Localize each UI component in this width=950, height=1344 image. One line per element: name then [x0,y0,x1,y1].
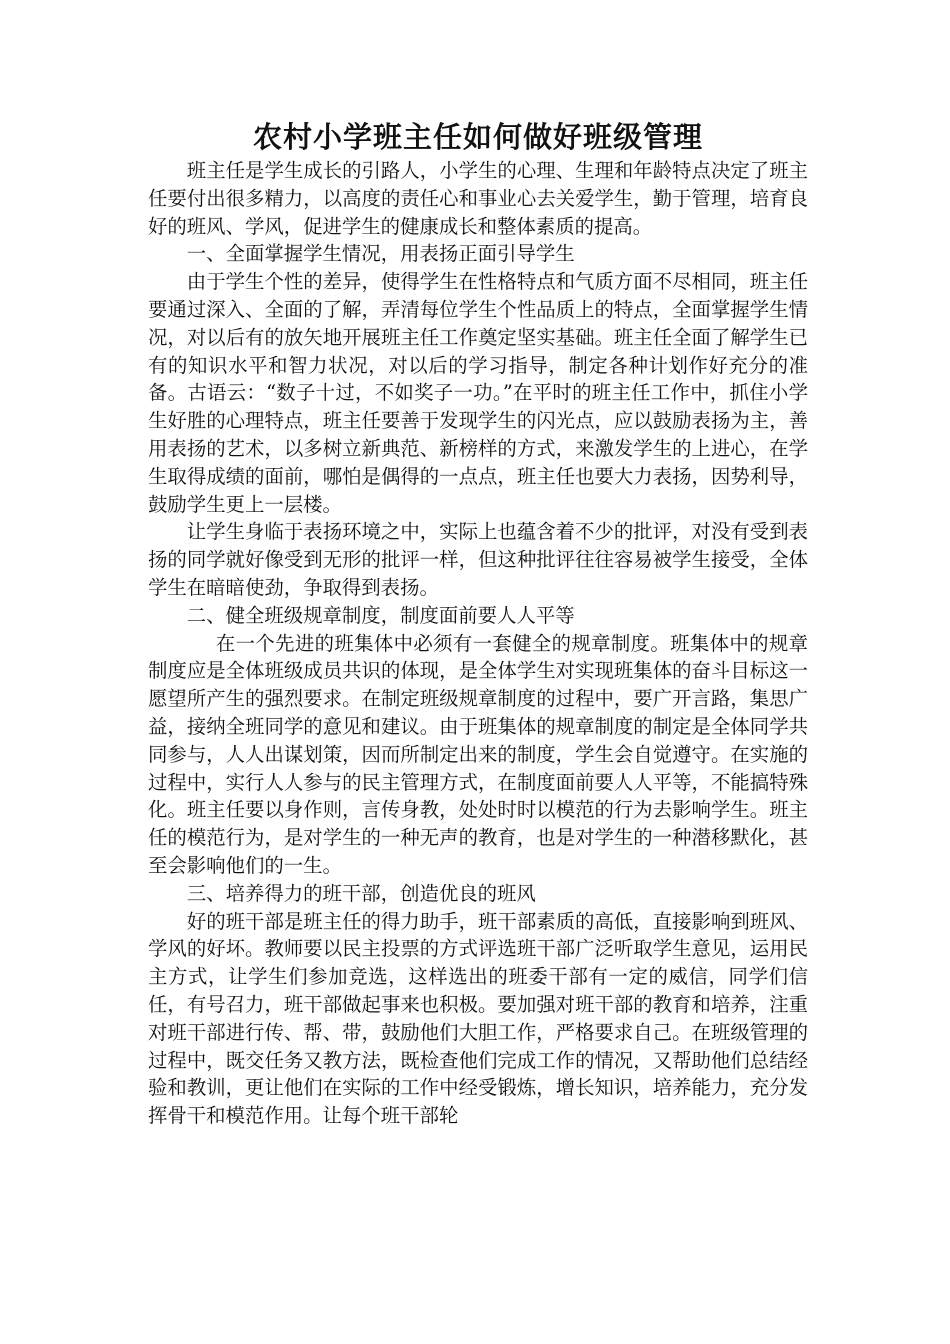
section-2-paragraph-1: 在一个先进的班集体中必须有一套健全的规章制度。班集体中的规章制度应是全体班级成员共识的体现，是全体学生对实现班集体的奋斗目标这一愿望所产生的强烈要求。在制定班级规章制度的过程中，要广开言路，集思广益，接纳全班同学的意见和建议。由于班集体的规章制度的制定是全体同学共同参与，人人出谋划策，因而所制定出来的制度，学生会自觉遵守。在实施的过程中，实行人人参与的民主管理方式，在制度面前要人人平等，不能搞特殊化。班主任要以身作则，言传身教，处处时时以模范的行为去影响学生。班主任的模范行为，是对学生的一种无声的教育，也是对学生的一种潜移默化，甚至会影响他们的一生。 [148,631,808,877]
section-2-heading: 二、健全班级规章制度，制度面前要人人平等 [186,603,575,627]
section-3-heading: 三、培养得力的班干部，创造优良的班风 [186,881,536,905]
section-1-paragraph-1: 由于学生个性的差异，使得学生在性格特点和气质方面不尽相同，班主任要通过深入、全面的了解，弄清每位学生个性品质上的特点，全面掌握学生情况，对以后有的放矢地开展班主任工作奠定坚实基础。班主任全面了解学生已有的知识水平和智力状况，对以后的学习指导，制定各种计划作好充分的准备。古语云：“数子十过，不如奖子一功。”在平时的班主任工作中，抓住小学生好胜的心理特点，班主任要善于发现学生的闪光点，应以鼓励表扬为主，善用表扬的艺术，以多树立新典范、新榜样的方式，来激发学生的上进心，在学生取得成绩的面前，哪怕是偶得的一点点，班主任也要大力表扬，因势利导，鼓励学生更上一层楼。 [148,270,808,516]
section-1-heading: 一、全面掌握学生情况，用表扬正面引导学生 [186,242,575,266]
document-title: 农村小学班主任如何做好班级管理 [252,120,703,154]
intro-paragraph: 班主任是学生成长的引路人，小学生的心理、生理和年龄特点决定了班主任要付出很多精力，以高度的责任心和事业心去关爱学生，勤于管理，培育良好的班风、学风，促进学生的健康成长和整体素质的提高。 [148,159,808,238]
section-1-paragraph-2: 让学生身临于表扬环境之中，实际上也蕴含着不少的批评，对没有受到表扬的同学就好像受到无形的批评一样，但这种批评往往容易被学生接受，全体学生在暗暗使劲，争取得到表扬。 [148,520,808,599]
section-3-paragraph-1: 好的班干部是班主任的得力助手，班干部素质的高低，直接影响到班风、学风的好坏。教师要以民主投票的方式评选班干部广泛听取学生意见，运用民主方式，让学生们参加竞选，这样选出的班委干部有一定的威信，同学们信任，有号召力，班干部做起事来也积极。要加强对班干部的教育和培养，注重对班干部进行传、帮、带，鼓励他们大胆工作，严格要求自己。在班级管理的过程中，既交任务又教方法，既检查他们完成工作的情况，又帮助他们总结经验和教训，更让他们在实际的工作中经受锻炼，增长知识，培养能力，充分发挥骨干和模范作用。让每个班干部轮 [148,909,808,1128]
document-page [148,117,808,1130]
